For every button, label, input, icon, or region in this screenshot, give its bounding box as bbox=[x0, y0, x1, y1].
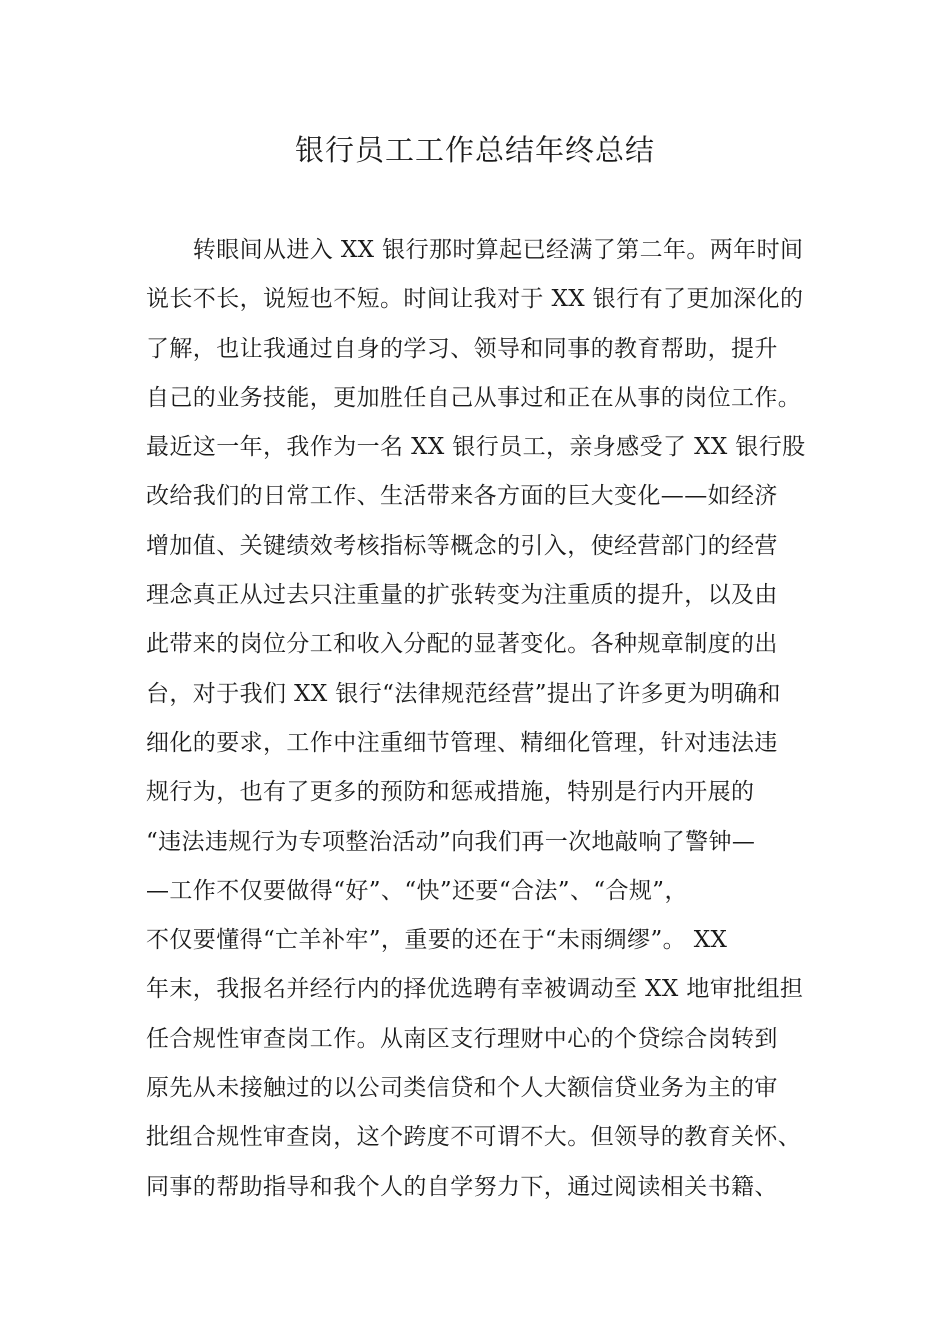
paragraph-line: 同事的帮助指导和我个人的自学努力下，通过阅读相关书籍、 bbox=[146, 1173, 778, 1200]
paragraph-line: 年末，我报名并经行内的择优选聘有幸被调动至 XX 地审批组担 bbox=[146, 976, 804, 1003]
paragraph-line: 说长不长，说短也不短。时间让我对于 XX 银行有了更加深化的 bbox=[146, 286, 804, 313]
document-title: 银行员工工作总结年终总结 bbox=[294, 133, 655, 167]
paragraph-line: 理念真正从过去只注重量的扩张转变为注重质的提升，以及由 bbox=[146, 582, 778, 609]
document-body bbox=[146, 226, 811, 1212]
paragraph-line: 此带来的岗位分工和收入分配的显著变化。各种规章制度的出 bbox=[146, 631, 778, 658]
paragraph-line: 转眼间从进入 XX 银行那时算起已经满了第二年。两年时间 bbox=[146, 237, 804, 263]
paragraph-line: 改给我们的日常工作、生活带来各方面的巨大变化——如经济 bbox=[146, 483, 778, 510]
paragraph-line: 原先从未接触过的以公司类信贷和个人大额信贷业务为主的审 bbox=[146, 1075, 778, 1102]
paragraph-line: 批组合规性审查岗，这个跨度不可谓不大。但领导的教育关怀、 bbox=[146, 1124, 802, 1151]
paragraph-line: —工作不仅要做得“好”、“快”还要“合法”、“合规”， bbox=[146, 877, 688, 904]
paragraph-line: 任合规性审查岗工作。从南区支行理财中心的个贷综合岗转到 bbox=[146, 1025, 778, 1052]
paragraph-line: 不仅要懂得“亡羊补牢”，重要的还在于“未雨绸缪”。 XX bbox=[146, 927, 728, 954]
paragraph-line: 增加值、关键绩效考核指标等概念的引入，使经营部门的经营 bbox=[146, 532, 778, 559]
paragraph-line: 了解，也让我通过自身的学习、领导和同事的教育帮助，提升 bbox=[146, 335, 778, 362]
paragraph-line: 最近这一年，我作为一名 XX 银行员工，亲身感受了 XX 银行股 bbox=[146, 434, 806, 461]
paragraph-line: 自己的业务技能，更加胜任自己从事过和正在从事的岗位工作。 bbox=[146, 384, 802, 411]
paragraph-line: “违法违规行为专项整治活动”向我们再一次地敲响了警钟— bbox=[146, 828, 756, 855]
paragraph-line: 台，对于我们 XX 银行“法律规范经营”提出了许多更为明确和 bbox=[146, 680, 781, 707]
paragraph-line: 细化的要求，工作中注重细节管理、精细化管理，针对违法违 bbox=[146, 729, 778, 756]
paragraph-line: 规行为，也有了更多的预防和惩戒措施，特别是行内开展的 bbox=[146, 779, 755, 806]
